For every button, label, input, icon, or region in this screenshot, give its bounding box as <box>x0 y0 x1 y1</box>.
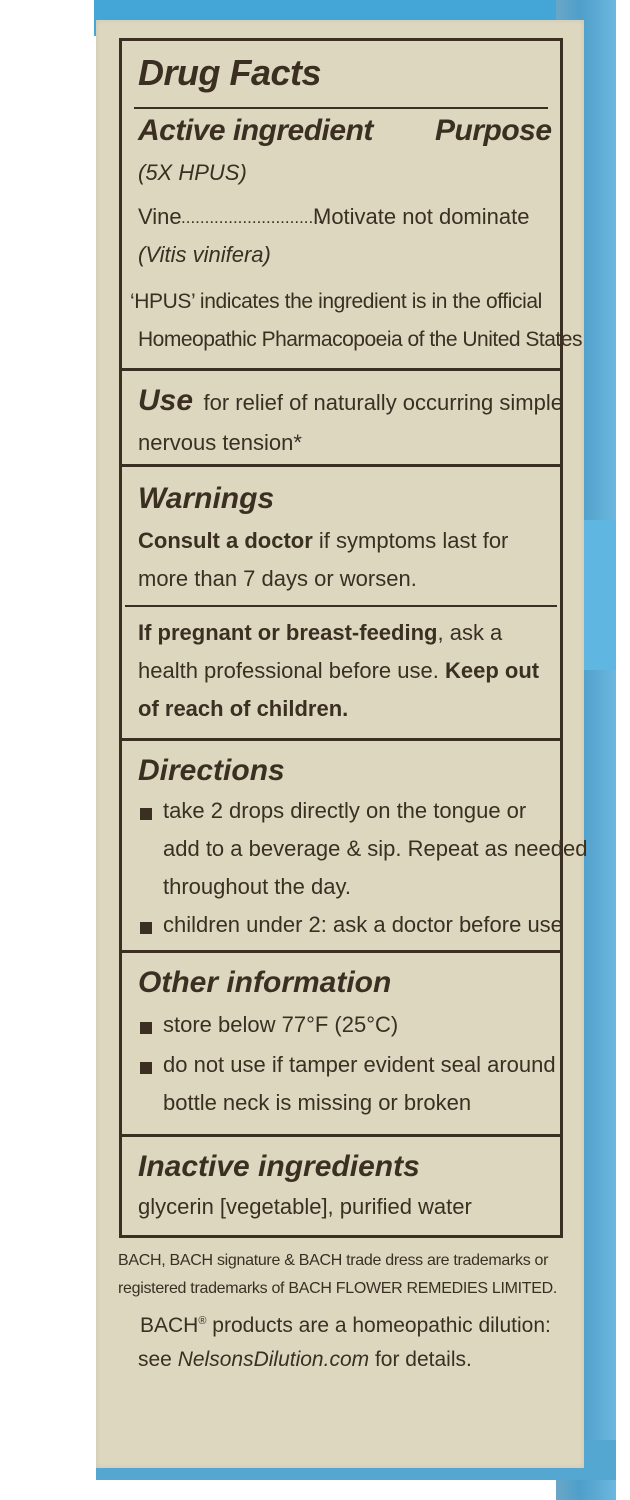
ingredient-name: Vine <box>138 204 182 229</box>
title-rule <box>134 107 548 109</box>
keep-out-bold: Keep out <box>445 658 540 683</box>
other-info-section-divider <box>119 950 563 953</box>
directions-item2: children under 2: ask a doctor before use <box>163 912 563 937</box>
nelsons-dilution-link[interactable]: NelsonsDilution.com <box>177 1348 370 1371</box>
warnings-inner-rule <box>125 605 557 607</box>
keep-out-of-reach-line: of reach of children. <box>138 696 349 721</box>
dilution-text: products are a homeopathic dilution: <box>206 1314 551 1337</box>
drug-facts-title: Drug Facts <box>138 52 322 93</box>
other-info-item2-line1: do not use if tamper evident seal around <box>163 1052 556 1077</box>
health-professional-text: health professional before use. <box>138 658 439 683</box>
directions-item1-line2: add to a beverage & sip. Repeat as needed <box>163 836 588 861</box>
inactive-heading: Inactive ingredients <box>138 1150 420 1183</box>
pregnant-bold: If pregnant or breast-feeding <box>138 620 438 645</box>
dilution-line1 <box>140 1314 551 1338</box>
registered-mark: ® <box>198 1315 207 1327</box>
ingredient-leader-dots: .............................. <box>181 208 323 227</box>
directions-item1-line1: take 2 drops directly on the tongue or <box>163 798 527 823</box>
dilution-see-text: see <box>138 1348 178 1371</box>
purpose-heading: Purpose <box>435 114 552 147</box>
inactive-text: glycerin [vegetable], purified water <box>138 1194 472 1219</box>
use-line1 <box>138 384 563 418</box>
directions-item1-line3: throughout the day. <box>163 874 351 899</box>
use-section-divider <box>119 368 563 371</box>
use-line2: nervous tension* <box>138 430 302 455</box>
trademark-line1: BACH, BACH signature & BACH trade dress are trademarks or <box>118 1252 549 1269</box>
use-text: for relief of naturally occurring simple <box>203 390 563 415</box>
pregnant-text: , ask a <box>437 620 503 645</box>
directions-heading: Directions <box>138 754 285 787</box>
dilution-details-text: for details. <box>369 1348 472 1371</box>
warnings-pregnant-line1 <box>138 620 502 646</box>
warnings-section-divider <box>119 464 563 467</box>
other-info-item1: store below 77°F (25°C) <box>163 1012 399 1037</box>
warnings-consult-line2: more than 7 days or worsen. <box>138 566 417 591</box>
bullet-icon <box>140 1022 152 1034</box>
warnings-heading: Warnings <box>138 482 275 515</box>
consult-doctor-bold: Consult a doctor <box>138 528 313 553</box>
inactive-section-divider <box>119 1134 563 1137</box>
hpus-note-line1: ‘HPUS’ indicates the ingredient is in the official <box>130 290 542 313</box>
directions-section-divider <box>119 738 563 741</box>
warnings-pregnant-line2 <box>138 658 539 684</box>
bullet-icon <box>140 1062 152 1074</box>
trademark-line2: registered trademarks of BACH FLOWER REMEDIES LIMITED. <box>118 1280 558 1297</box>
bullet-icon <box>140 922 152 934</box>
ingredient-purpose: Motivate not dominate <box>313 204 530 229</box>
active-ingredient-heading: Active ingredient <box>138 114 373 147</box>
bach-brand-text: BACH <box>140 1314 199 1337</box>
consult-doctor-text: if symptoms last for <box>318 528 509 553</box>
use-heading: Use <box>138 384 194 417</box>
dilution-line2 <box>138 1348 472 1372</box>
other-info-heading: Other information <box>138 966 392 999</box>
ingredient-latin-name: (Vitis vinifera) <box>138 242 271 267</box>
hpus-note-line2: Homeopathic Pharmacopoeia of the United States <box>138 328 582 351</box>
other-info-item2-line2: bottle neck is missing or broken <box>163 1090 472 1115</box>
warnings-consult-line1 <box>138 528 508 554</box>
bullet-icon <box>140 808 152 820</box>
strength-text: (5X HPUS) <box>138 160 247 185</box>
